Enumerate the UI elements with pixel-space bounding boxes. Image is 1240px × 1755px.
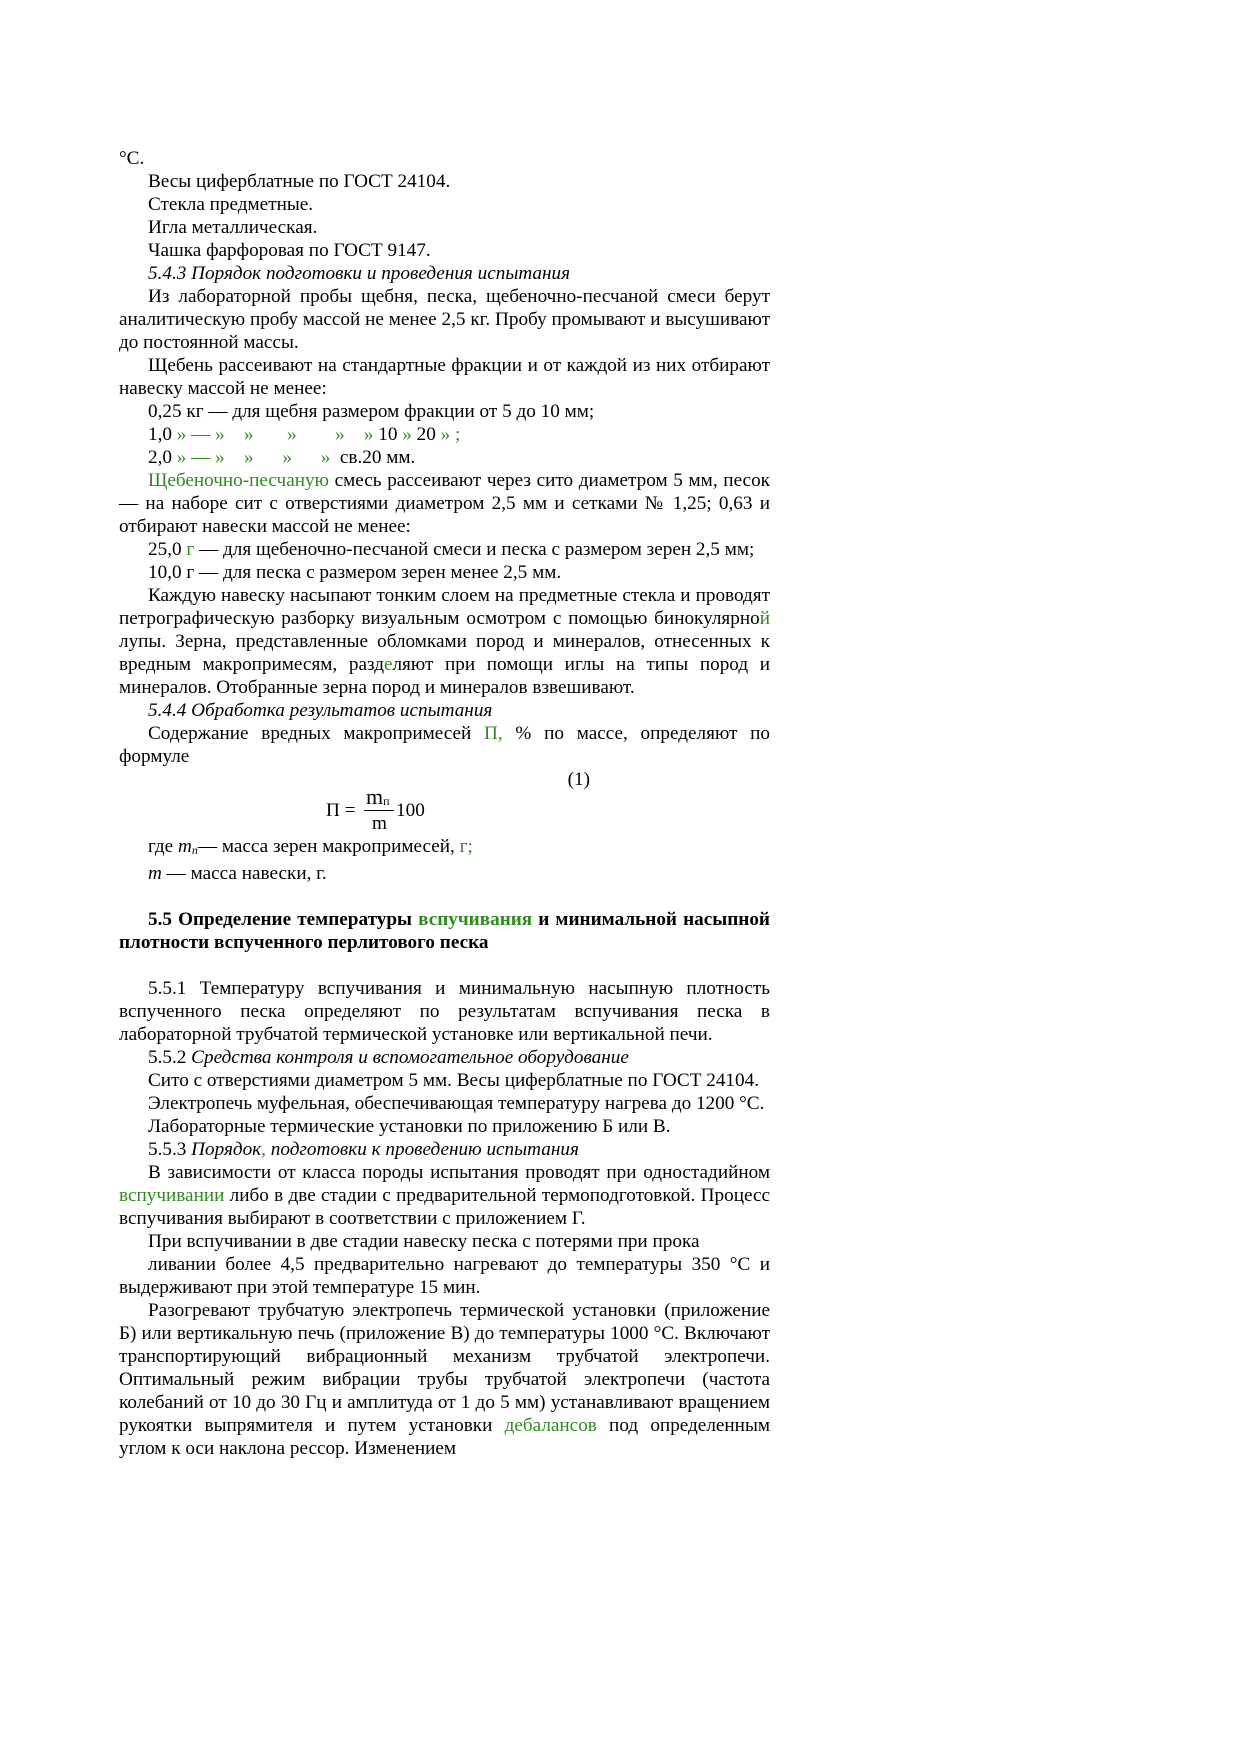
text-run: П, (484, 723, 503, 744)
text-run: смесь рассеивают через сито диаметром 5 мм, песок — на наборе сит с отверстиями диаметром 2,5 мм и сетками № 1,25; 0,63 и отбирают навески массой не менее: (119, 470, 770, 537)
paragraph: Сито с отверстиями диаметром 5 мм. Весы циферблатные по ГОСТ 24104. (148, 1070, 760, 1091)
paragraph (119, 722, 770, 768)
spacer (119, 885, 770, 908)
paragraph: Лабораторные термические установки по приложению Б или В. (148, 1116, 671, 1137)
paragraph (119, 584, 770, 699)
paragraph: При вспучивании в две стадии навеску песка с потерями при прока (148, 1231, 700, 1252)
fraction-row (119, 423, 770, 446)
text-run: 5.5 Определение температуры (148, 909, 419, 930)
text-run: 5.5.3 (148, 1139, 192, 1160)
paragraph: 10,0 г — для песка с размером зерен менее 2,5 мм. (148, 562, 562, 583)
text-run: г; (459, 836, 473, 857)
text-run: В зависимости от класса породы испытания проводят при одностадийном (148, 1162, 770, 1183)
document-page (119, 147, 770, 1460)
text-run: % по массе, определяют по формуле (119, 723, 771, 767)
text-run: 5.5.2 (148, 1047, 192, 1068)
text-run: — для щебеночно-песчаной смеси и песка с размером зерен 2,5 мм; (194, 539, 755, 560)
text-run: где (148, 836, 178, 857)
section-heading-5-4-4: 5.4.4 Обработка результатов испытания (148, 700, 493, 721)
paragraph: Стекла предметные. (148, 194, 314, 215)
text-run: и минимальной насыпной плотности вспученного перлитового песка (119, 909, 770, 953)
text-run: — масса зерен макропримесей, (197, 836, 460, 857)
paragraph: Игла металлическая. (148, 217, 318, 238)
paragraph (119, 835, 770, 862)
text-run: » — » » » » » (171, 424, 374, 445)
text-run: 20 (411, 424, 441, 445)
paragraph (119, 862, 770, 885)
subscript: п (191, 843, 198, 857)
fraction-row (119, 446, 770, 469)
text-run: 10 (373, 424, 403, 445)
section-heading-5-4-3: 5.4.3 Порядок подготовки и проведения испытания (148, 263, 571, 284)
paragraph (119, 538, 770, 561)
text-run: вспучивания (418, 909, 533, 930)
formula-lhs: П = (326, 800, 356, 821)
text-run: подготовки к проведению испытания (265, 1139, 579, 1160)
paragraph: Щебень рассеивают на стандартные фракции и от каждой из них отбирают навеску массой не менее: (119, 355, 770, 399)
text-run: г (186, 539, 195, 560)
paragraph: Чашка фарфоровая по ГОСТ 9147. (148, 240, 431, 261)
paragraph: °С. (119, 148, 145, 169)
formula (119, 784, 770, 835)
formula-numerator (366, 785, 390, 812)
text-run: св.20 мм. (330, 447, 416, 468)
text-run: 2,0 (148, 447, 172, 468)
text-run: лупы. Зерна, представленные обломками пород и минералов, отнесенных к вредным макропримесям, разд (119, 631, 770, 675)
text-run: й (759, 608, 770, 629)
paragraph: ливании более 4,5 предварительно нагревают до температуры 350 °С и выдерживают при этой температуре 15 мин. (119, 1254, 770, 1298)
text-run: Каждую навеску насыпают тонким слоем на предметные стекла и проводят петрографическую разборку визуальным осмотром с помощью бинокулярно (119, 585, 770, 629)
paragraph: 5.5.1 Температуру вспучивания и минимальную насыпную плотность вспученного песка определяют по результатам вспучивания песка в лабораторной трубчатой термической установке или вертикальной печи. (119, 978, 770, 1045)
paragraph: 0,25 кг — для щебня размером фракции от 5 до 10 мм; (148, 401, 595, 422)
subscript: п (383, 794, 390, 808)
text-run: е (383, 654, 393, 675)
text-run: Содержание вредных макропримесей (148, 723, 485, 744)
text-run: вспучивании (119, 1185, 225, 1206)
text-run: под определенным углом к оси наклона рессор. Изменением (119, 1415, 770, 1459)
paragraph: Весы циферблатные по ГОСТ 24104. (148, 171, 451, 192)
text-run: » (402, 424, 412, 445)
text-run: 1,0 (148, 424, 172, 445)
text-run: ляют при помощи иглы на типы пород и минералов. Отобранные зерна пород и минералов взвешивают. (119, 654, 770, 698)
text-run: 25,0 (148, 539, 187, 560)
text-run: Щебеночно-песчаную (148, 470, 329, 491)
text-run: Разогревают трубчатую электропечь термической установки (приложение Б) или вертикальную печь (приложение В) до температуры 1000 °С. Включают транспортирующий вибрационный механизм трубчатой электропечи. Оптимальный режим вибрации трубы трубчатой электропечи (частота колебаний от 10 до 30 Гц и амплитуда от 1 до 5 мм) устанавливают вращением рукоятки выпрямителя и путем установки (119, 1300, 770, 1436)
paragraph (119, 1161, 770, 1230)
text-run: Порядок (191, 1139, 262, 1160)
text-run: дебалансов (504, 1415, 597, 1436)
paragraph: Электропечь муфельная, обеспечивающая температуру нагрева до 1200 °С. (148, 1093, 765, 1114)
text-run: — масса навески, г. (161, 863, 327, 884)
paragraph (119, 1046, 770, 1069)
text-run: Средства контроля и вспомогательное оборудование (191, 1047, 629, 1068)
formula-denominator: m (372, 813, 387, 834)
paragraph (119, 1138, 770, 1161)
paragraph (119, 469, 770, 538)
text-run: m (366, 784, 384, 809)
fraction-bar (364, 810, 394, 811)
section-heading-5-5 (119, 908, 770, 954)
text-run: , (261, 1139, 266, 1160)
spacer (119, 954, 770, 977)
text-run: m (148, 863, 162, 884)
formula-factor: 100 (396, 800, 425, 821)
text-run: либо в две стадии с предварительной термоподготовкой. Процесс вспучивания выбирают в соответствии с приложением Г. (119, 1185, 770, 1229)
text-run: » — » » » » (171, 447, 331, 468)
equation-number: (1) (567, 769, 590, 790)
paragraph: Из лабораторной пробы щебня, песка, щебеночно-песчаной смеси берут аналитическую пробу массой не менее 2,5 кг. Пробу промывают и высушивают до постоянной массы. (119, 286, 770, 353)
paragraph (119, 1299, 770, 1460)
text-run: m (178, 836, 192, 857)
text-run: » ; (440, 424, 461, 445)
